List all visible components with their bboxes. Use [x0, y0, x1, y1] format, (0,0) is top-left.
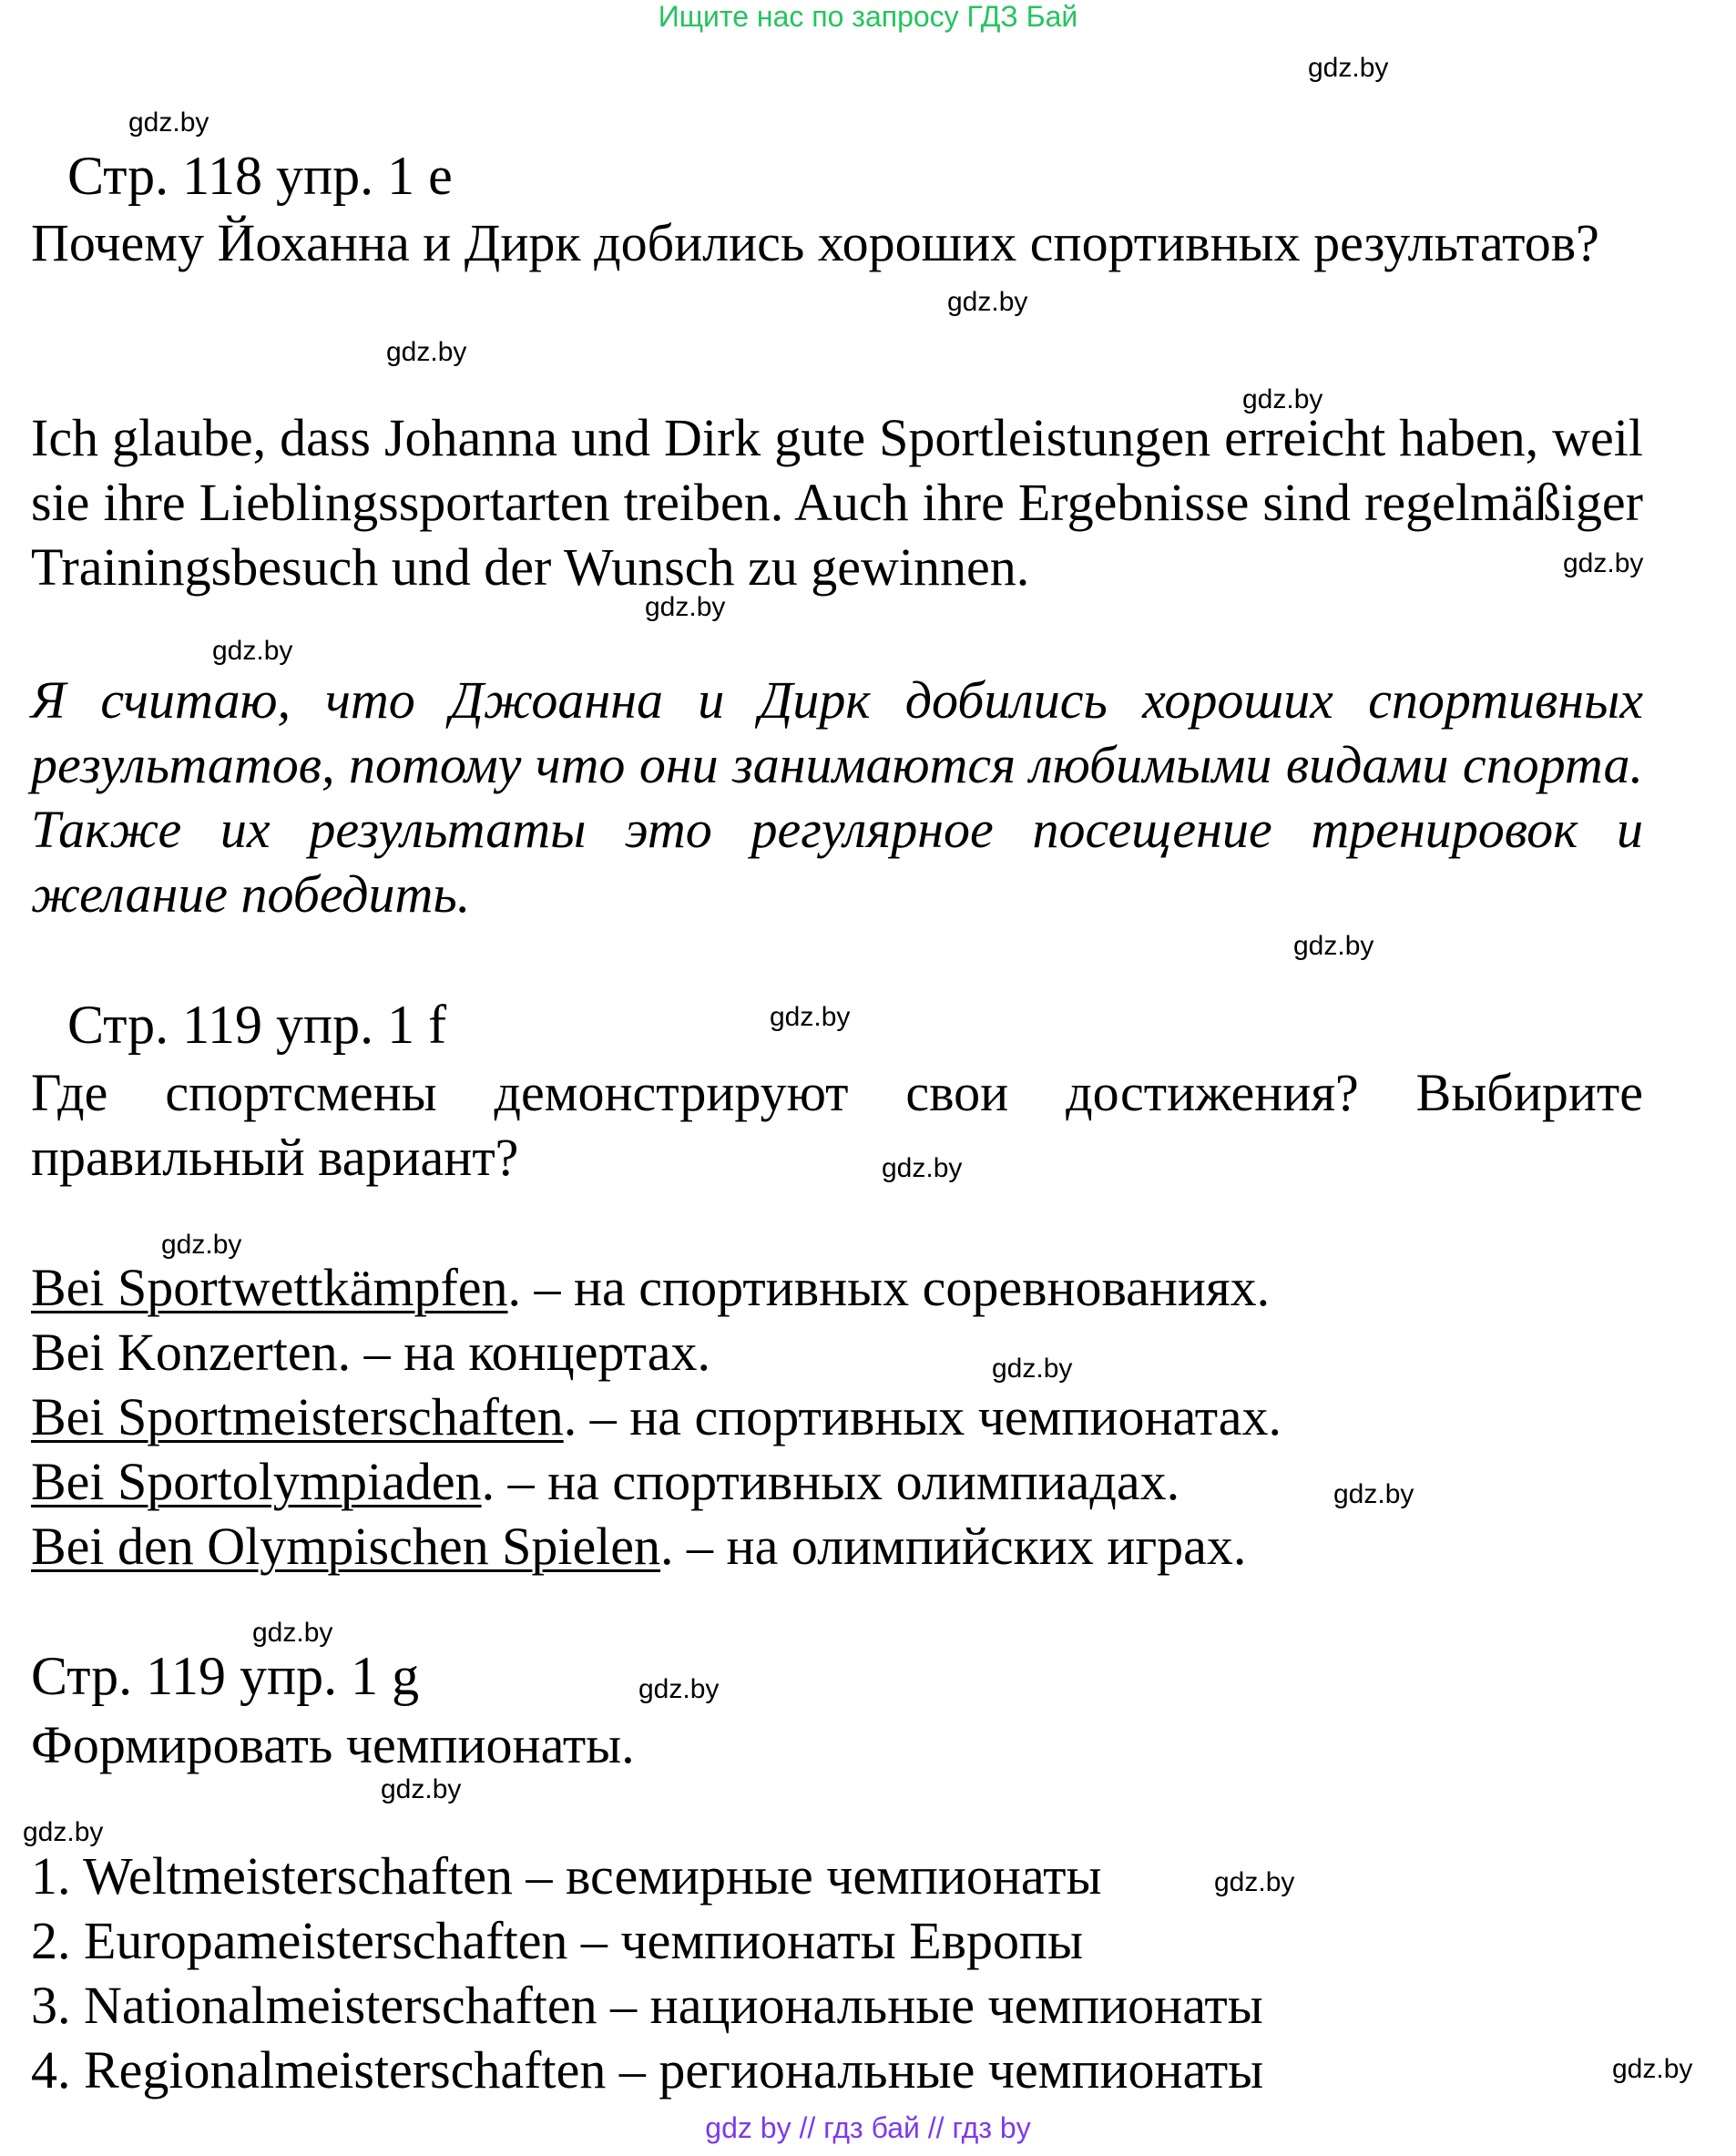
- watermark: gdz.by: [645, 592, 726, 622]
- german-term: Bei Sportmeisterschaften: [31, 1387, 564, 1446]
- top-banner: Ищите нас по запросу ГДЗ Бай: [658, 0, 1078, 33]
- watermark: gdz.by: [386, 337, 467, 367]
- watermark: gdz.by: [1563, 548, 1644, 578]
- list-item: 1. Weltmeisterschaften – всемирные чемпионаты: [31, 1846, 1102, 1906]
- german-term: Bei Sportolympiaden: [31, 1452, 482, 1511]
- watermark: gdz.by: [381, 1774, 462, 1804]
- translation: . – на спортивных олимпиадах.: [481, 1452, 1180, 1511]
- german-term: Bei Sportwettkämpfen: [31, 1258, 508, 1317]
- watermark: gdz.by: [23, 1817, 104, 1847]
- section1-question: Почему Йоханна и Дирк добились хороших спортивных результатов?: [31, 213, 1599, 272]
- watermark: gdz.by: [252, 1618, 333, 1648]
- section1-answer-ru: Я считаю, что Джоанна и Дирк добились хороших спортивных результатов, потому что они занимаются любимыми видами спорта. Также их результаты это регулярное посещение тренировок и желание победить.: [31, 670, 1643, 924]
- translation: . – на концертах.: [337, 1323, 710, 1382]
- section2-heading: Стр. 119 упр. 1 f: [67, 995, 447, 1055]
- watermark: gdz.by: [770, 1002, 851, 1032]
- watermark: gdz.by: [212, 636, 293, 666]
- watermark: gdz.by: [1293, 931, 1374, 961]
- watermark: gdz.by: [1333, 1479, 1414, 1509]
- list-item: [31, 1385, 1282, 1449]
- list-item: 2. Europameisterschaften – чемпионаты Европы: [31, 1911, 1084, 1970]
- translation: . – на спортивных чемпионатах.: [563, 1387, 1282, 1446]
- german-term: Bei Konzerten: [31, 1323, 338, 1382]
- section3-heading: Стр. 119 упр. 1 g: [31, 1646, 420, 1706]
- list-item: 3. Nationalmeisterschaften – национальные чемпионаты: [31, 1976, 1263, 2035]
- watermark: gdz.by: [1308, 53, 1389, 83]
- list-item: [31, 1320, 710, 1385]
- watermark: gdz.by: [128, 107, 209, 138]
- list-item: [31, 1255, 1270, 1320]
- section3-task: Формировать чемпионаты.: [31, 1715, 635, 1774]
- watermark: gdz.by: [947, 287, 1028, 317]
- section1-answer-de: Ich glaube, dass Johanna und Dirk gute Sportleistungen erreicht haben, weil sie ihre Lieblingssportarten treiben. Auch ihre Ergebnisse sind regelmäßiger Trainingsbesuch und der Wunsch zu gewinnen.: [31, 408, 1643, 597]
- watermark: gdz.by: [1612, 2054, 1693, 2084]
- watermark: gdz.by: [1214, 1867, 1295, 1897]
- watermark: gdz.by: [638, 1674, 720, 1704]
- watermark: gdz.by: [161, 1230, 242, 1260]
- section2-question: Где спортсмены демонстрируют свои достижения? Выбирите правильный вариант?: [31, 1063, 1643, 1187]
- bottom-banner: gdz by // гдз бай // гдз by: [705, 2111, 1031, 2144]
- translation: . – на олимпийских играх.: [660, 1517, 1247, 1576]
- section1-heading: Стр. 118 упр. 1 e: [67, 146, 453, 206]
- list-item: [31, 1514, 1246, 1579]
- german-term: Bei den Olympischen Spielen: [31, 1517, 661, 1576]
- watermark: gdz.by: [882, 1153, 963, 1183]
- list-item: [31, 1449, 1179, 1514]
- watermark: gdz.by: [992, 1354, 1073, 1384]
- list-item: 4. Regionalmeisterschaften – региональные чемпионаты: [31, 2040, 1264, 2100]
- translation: . – на спортивных соревнованиях.: [507, 1258, 1271, 1317]
- watermark: gdz.by: [1242, 384, 1323, 414]
